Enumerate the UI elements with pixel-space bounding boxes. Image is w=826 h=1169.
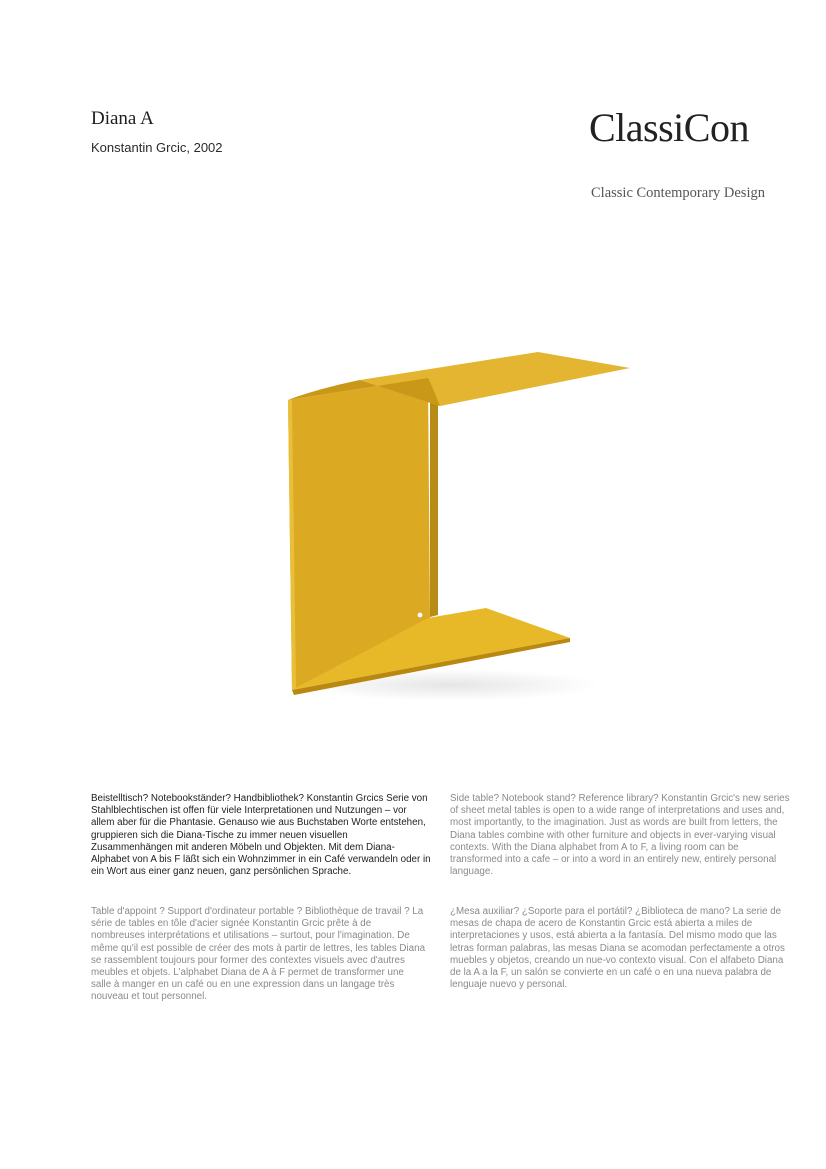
description-german: Beistelltisch? Notebookständer? Handbibliothek? Konstantin Grcics Serie von Stahlblechtischen ist offen für viele Interpretationen und Nutzungen – vor allem aber für die Phantasie. Genauso wie aus Buchstaben Worte entstehen, gruppieren sich die Diana-Tische zu immer neuen visuellen Zusammenhängen mit anderen Möbeln und Objekten. Mit dem Diana-Alphabet von A bis F läßt sich ein Wohnzimmer in ein Café verwandeln oder in ein Wort aus einer ganz neuen, ganz persönlichen Sprache.	[91, 793, 431, 878]
product-image	[270, 340, 650, 710]
description-french: Table d'appoint ? Support d'ordinateur portable ? Bibliothèque de travail ? La série de tables en tôle d'acier signée Konstantin Grcic prête à de nombreuses interprétations et utilisations – surtout, pour l'imagination. De même qu'il est possible de créer des mots à partir de lettres, les tables Diana se rassemblent toujours pour former des contextes visuels avec d'autres meubles et objets. L'alphabet Diana de A à F permet de transformer une salle à manger en un café ou en une expression dans un langage très nouveau et tout personnel.	[91, 906, 426, 1003]
description-english: Side table? Notebook stand? Reference library? Konstantin Grcic's new series of sheet metal tables is open to a wide range of interpretations and uses and, most importantly, to the imagination. Just as words are built from letters, the Diana tables combine with other furniture and objects in ever-varying visual contexts. With the Diana alphabet from A to F, a living room can be transformed into a cafe – or into a word in an entirely new, entirely personal language.	[450, 793, 790, 878]
inner-panel-surface	[430, 402, 438, 617]
brand-logo: ClassiCon	[589, 105, 749, 150]
cable-hole	[418, 613, 423, 618]
diana-a-table-illustration	[270, 340, 650, 710]
product-title: Diana A	[91, 108, 154, 129]
designer-year: Konstantin Grcic, 2002	[91, 140, 223, 155]
brand-tagline: Classic Contemporary Design	[591, 185, 765, 201]
description-spanish: ¿Mesa auxiliar? ¿Soporte para el portátil? ¿Biblioteca de mano? La serie de mesas de chapa de acero de Konstantin Grcic está abierta a miles de interpretaciones y usos, está abierta a la fantasía. Del mismo modo que las letras forman palabras, las mesas Diana se acomodan perfectamente a otros muebles y objetos, creando un nue-vo contexto visual. Con el alfabeto Diana de la A a la F, un salón se convierte en un café o en una nueva palabra de lenguaje nuevo y personal.	[450, 906, 785, 991]
